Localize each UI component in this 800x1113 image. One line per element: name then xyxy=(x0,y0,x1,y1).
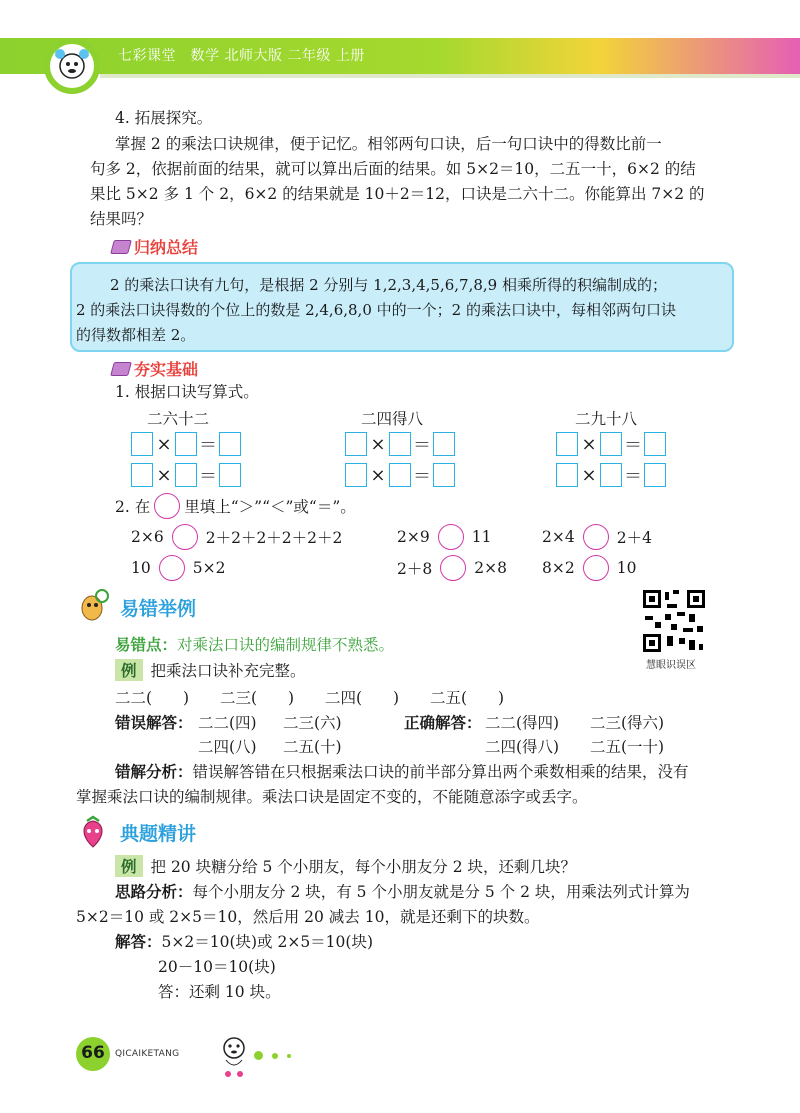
magnifier-mascot-icon xyxy=(76,588,110,622)
equals-sign: ＝ xyxy=(624,466,642,487)
error-example-text: 把乘法口诀补充完整。 xyxy=(150,662,306,680)
answer-label: 解答： xyxy=(115,933,162,951)
compare-left: 2×6 xyxy=(131,528,164,546)
idea-line-2: 5×2＝10 或 2×5＝10，然后用 20 减去 10，就是还剩下的块数。 xyxy=(76,908,540,926)
header-title: 七彩课堂 数学 北师大版 二年级 上册 xyxy=(118,48,365,64)
compare-right: 2×8 xyxy=(474,559,507,577)
errors-title: 易错举例 xyxy=(120,598,197,620)
summary-tag xyxy=(112,235,198,258)
classic-example xyxy=(115,855,576,877)
compare-item xyxy=(131,555,225,581)
idea-label: 思路分析： xyxy=(115,883,193,901)
blank-2: 二三( ) xyxy=(220,689,295,707)
dog-mascot-icon xyxy=(50,44,94,88)
analysis-label: 错解分析： xyxy=(115,763,193,781)
q2-suffix: 里填上“＞”“＜”或“＝”。 xyxy=(184,498,356,516)
section4-line-1: 掌握 2 的乘法口诀规律，便于记忆。相邻两句口诀，后一句口诀中的得数比前一 xyxy=(115,135,662,153)
mascot-badge xyxy=(44,38,100,94)
idea-line-1 xyxy=(115,880,690,902)
answer-box[interactable] xyxy=(131,463,153,487)
compare-right: 2＋4 xyxy=(616,529,652,547)
times-sign: × xyxy=(581,464,597,486)
summary-line-2: 2 的乘法口诀得数的个位上的数是 2,4,6,8,0 中的一个；2 的乘法口诀中，每相邻两句口诀 xyxy=(76,301,676,319)
equals-sign: ＝ xyxy=(199,466,217,487)
section-heading: 4. 拓展探究。 xyxy=(115,109,213,127)
equation-row xyxy=(131,431,241,457)
qr-caption: 慧眼识误区 xyxy=(646,660,696,671)
qr-code[interactable] xyxy=(641,588,707,654)
compare-item xyxy=(542,555,636,581)
question-1: 1. 根据口诀写算式。 xyxy=(115,383,259,401)
right-1: 二二(得四) xyxy=(485,714,560,732)
rhyme-2: 二四得八 xyxy=(361,410,424,428)
right-4: 二五(一十) xyxy=(590,738,665,756)
blank-1: 二二( ) xyxy=(115,689,190,707)
page-number: 66 xyxy=(81,1043,105,1063)
rhyme-1: 二六十二 xyxy=(147,410,210,428)
classic-title: 典题精讲 xyxy=(120,823,197,845)
answer-box[interactable] xyxy=(433,463,455,487)
section4-line-2: 句多 2，依据前面的结果，就可以算出后面的结果。如 5×2＝10，二五一十，6×2 的结 xyxy=(90,160,696,178)
blank-3: 二四( ) xyxy=(325,689,400,707)
answer-box[interactable] xyxy=(556,432,578,456)
equation-row xyxy=(345,431,455,457)
answer-box[interactable] xyxy=(600,432,622,456)
blank-4: 二五( ) xyxy=(430,689,505,707)
answer-box[interactable] xyxy=(556,463,578,487)
equals-sign: ＝ xyxy=(413,466,431,487)
compare-left: 8×2 xyxy=(542,559,575,577)
times-sign: × xyxy=(581,433,597,455)
answer-box[interactable] xyxy=(131,432,153,456)
brand-text: QICAIKETANG xyxy=(115,1049,180,1059)
wrong-label: 错误解答： xyxy=(115,714,193,732)
answer-box[interactable] xyxy=(389,463,411,487)
error-point-label: 易错点： xyxy=(115,636,178,654)
equation-row xyxy=(131,462,241,488)
basics-tag-label: 夯实基础 xyxy=(134,360,199,379)
right-3: 二四(得八) xyxy=(485,738,560,756)
compare-circle-sample xyxy=(154,493,180,519)
analysis-text-1: 错误解答错在只根据乘法口诀的前半部分算出两个乘数相乘的结果，没有 xyxy=(192,763,689,781)
compare-circle[interactable] xyxy=(172,524,198,550)
equals-sign: ＝ xyxy=(199,435,217,456)
eraser-icon xyxy=(110,362,132,376)
compare-circle[interactable] xyxy=(583,555,609,581)
error-point xyxy=(115,633,394,655)
answer-line-1 xyxy=(115,930,373,952)
summary-line-3: 的得数都相差 2。 xyxy=(76,326,196,344)
compare-item xyxy=(131,524,342,550)
wrong-1: 二二(四) xyxy=(198,714,257,732)
equation-row xyxy=(556,462,666,488)
compare-circle[interactable] xyxy=(159,555,185,581)
compare-circle[interactable] xyxy=(438,524,464,550)
answer-box[interactable] xyxy=(345,432,367,456)
strawberry-mascot-icon xyxy=(76,815,110,849)
question-2 xyxy=(115,493,356,519)
equation-row xyxy=(556,431,666,457)
compare-circle[interactable] xyxy=(440,555,466,581)
times-sign: × xyxy=(370,433,386,455)
example-badge: 例 xyxy=(115,659,143,681)
basics-tag xyxy=(112,357,198,380)
dot-icon xyxy=(254,1051,263,1060)
qr-code-icon xyxy=(641,588,707,654)
classic-example-text: 把 20 块糖分给 5 个小朋友，每个小朋友分 2 块，还剩几块？ xyxy=(150,858,577,876)
error-point-text: 对乘法口诀的编制规律不熟悉。 xyxy=(177,636,395,654)
equation-row xyxy=(345,462,455,488)
summary-line-1: 2 的乘法口诀有九句，是根据 2 分别与 1,2,3,4,5,6,7,8,9 相乘所得的积编制成的； xyxy=(110,276,667,294)
compare-right: 2＋2＋2＋2＋2＋2 xyxy=(205,529,343,547)
wrong-2: 二三(六) xyxy=(283,714,342,732)
compare-item xyxy=(542,524,652,550)
section4-line-3: 果比 5×2 多 1 个 2，6×2 的结果就是 10＋2＝12，口诀是二六十二。你能算出 7×2 的 xyxy=(90,185,705,203)
answer-box[interactable] xyxy=(219,432,241,456)
answer-text-1: 5×2＝10(块)或 2×5＝10(块) xyxy=(161,933,373,951)
answer-box[interactable] xyxy=(345,463,367,487)
compare-left: 2×9 xyxy=(397,528,430,546)
eraser-icon xyxy=(110,240,132,254)
answer-box[interactable] xyxy=(644,432,666,456)
dog-mascot-icon xyxy=(210,1030,260,1080)
error-example xyxy=(115,659,306,681)
answer-box[interactable] xyxy=(219,463,241,487)
answer-box[interactable] xyxy=(644,463,666,487)
answer-line-3: 答：还剩 10 块。 xyxy=(158,983,281,1001)
compare-right: 10 xyxy=(616,559,637,577)
q2-prefix: 2. 在 xyxy=(115,498,151,516)
rhyme-3: 二九十八 xyxy=(575,410,638,428)
analysis-line-1 xyxy=(115,760,689,782)
compare-item xyxy=(397,524,491,550)
compare-right: 5×2 xyxy=(192,559,226,577)
answer-box[interactable] xyxy=(175,432,197,456)
idea-text-1: 每个小朋友分 2 块，有 5 个小朋友就是分 5 个 2 块，用乘法列式计算为 xyxy=(192,883,690,901)
times-sign: × xyxy=(156,464,172,486)
answer-box[interactable] xyxy=(600,463,622,487)
wrong-3: 二四(八) xyxy=(198,738,257,756)
answer-box[interactable] xyxy=(433,432,455,456)
times-sign: × xyxy=(156,433,172,455)
analysis-line-2: 掌握乘法口诀的编制规律。乘法口诀是固定不变的，不能随意添字或丢字。 xyxy=(76,788,588,806)
compare-left: 2×4 xyxy=(542,528,575,546)
compare-item xyxy=(397,555,507,581)
compare-left: 2＋8 xyxy=(397,560,433,578)
answer-line-2: 20－10＝10(块) xyxy=(158,958,276,976)
wrong-4: 二五(十) xyxy=(283,738,342,756)
section4-line-4: 结果吗？ xyxy=(90,210,153,228)
dot-icon xyxy=(272,1053,278,1059)
answer-box[interactable] xyxy=(389,432,411,456)
equals-sign: ＝ xyxy=(624,435,642,456)
compare-circle[interactable] xyxy=(583,524,609,550)
compare-left: 10 xyxy=(131,559,151,577)
example-badge: 例 xyxy=(115,855,143,877)
right-label: 正确解答： xyxy=(404,714,482,732)
equals-sign: ＝ xyxy=(413,435,431,456)
right-2: 二三(得六) xyxy=(590,714,665,732)
dot-icon xyxy=(287,1054,291,1058)
compare-right: 11 xyxy=(471,528,492,546)
answer-box[interactable] xyxy=(175,463,197,487)
summary-tag-label: 归纳总结 xyxy=(134,238,199,257)
times-sign: × xyxy=(370,464,386,486)
